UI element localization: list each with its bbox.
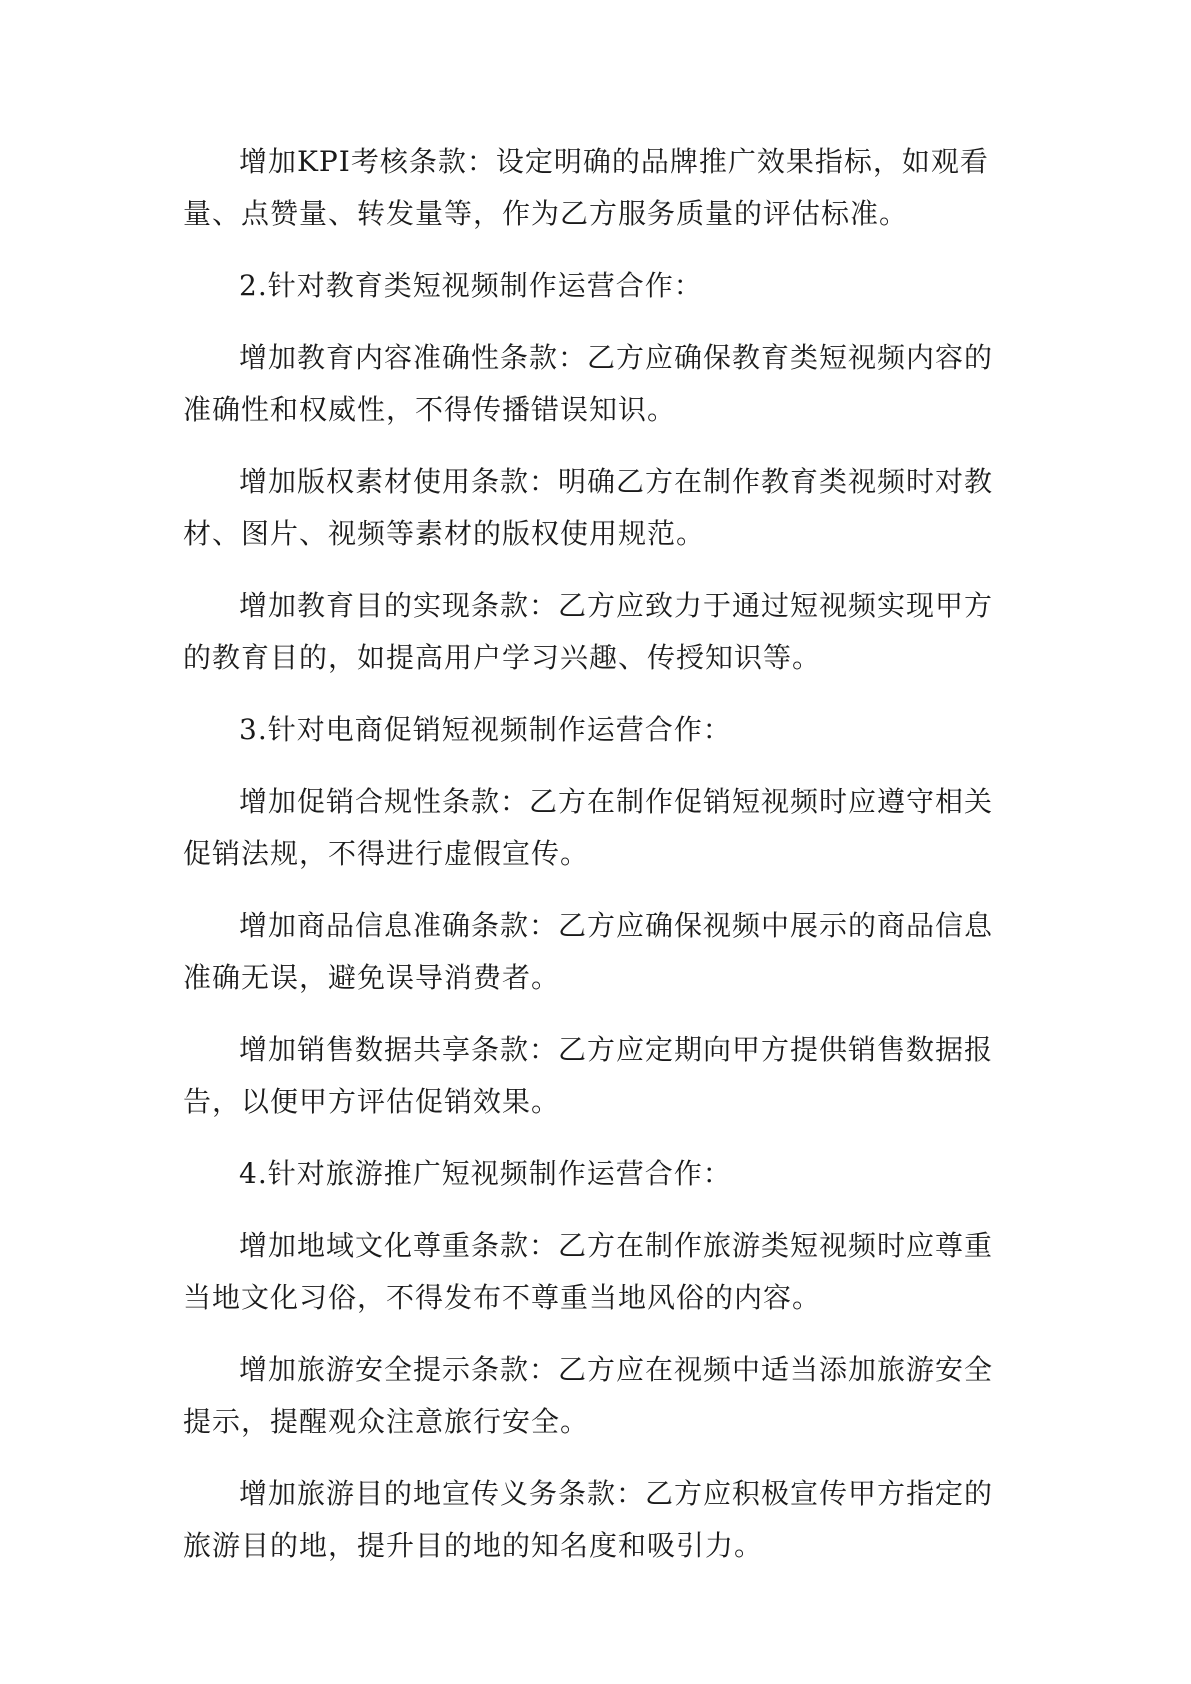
section-heading-ecommerce: 3.针对电商促销短视频制作运营合作： <box>239 713 732 746</box>
paragraph-sales-data-sharing: 增加销售数据共享条款：乙方应定期向甲方提供销售数据报告，以便甲方评估促销效果。 <box>183 1033 994 1118</box>
section-heading-education: 2.针对教育类短视频制作运营合作： <box>239 269 703 302</box>
document-body <box>183 136 1013 1592</box>
section-heading-tourism: 4.针对旅游推广短视频制作运营合作： <box>239 1157 732 1190</box>
paragraph-education-goal: 增加教育目的实现条款：乙方应致力于通过短视频实现甲方的教育目的，如提高用户学习兴趣、传授知识等。 <box>183 589 994 674</box>
paragraph-kpi-clause: 增加KPI考核条款：设定明确的品牌推广效果指标，如观看量、点赞量、转发量等，作为乙方服务质量的评估标准。 <box>183 145 989 230</box>
paragraph-destination-promotion: 增加旅游目的地宣传义务条款：乙方应积极宣传甲方指定的旅游目的地，提升目的地的知名度和吸引力。 <box>183 1477 994 1562</box>
paragraph-education-accuracy: 增加教育内容准确性条款：乙方应确保教育类短视频内容的准确性和权威性，不得传播错误知识。 <box>183 341 994 426</box>
paragraph-travel-safety: 增加旅游安全提示条款：乙方应在视频中适当添加旅游安全提示，提醒观众注意旅行安全。 <box>183 1353 994 1438</box>
paragraph-promotion-compliance: 增加促销合规性条款：乙方在制作促销短视频时应遵守相关促销法规，不得进行虚假宣传。 <box>183 785 994 870</box>
paragraph-copyright-materials: 增加版权素材使用条款：明确乙方在制作教育类视频时对教材、图片、视频等素材的版权使用规范。 <box>183 465 994 550</box>
paragraph-product-info-accuracy: 增加商品信息准确条款：乙方应确保视频中展示的商品信息准确无误，避免误导消费者。 <box>183 909 994 994</box>
paragraph-local-culture-respect: 增加地域文化尊重条款：乙方在制作旅游类短视频时应尊重当地文化习俗，不得发布不尊重当地风俗的内容。 <box>183 1229 994 1314</box>
